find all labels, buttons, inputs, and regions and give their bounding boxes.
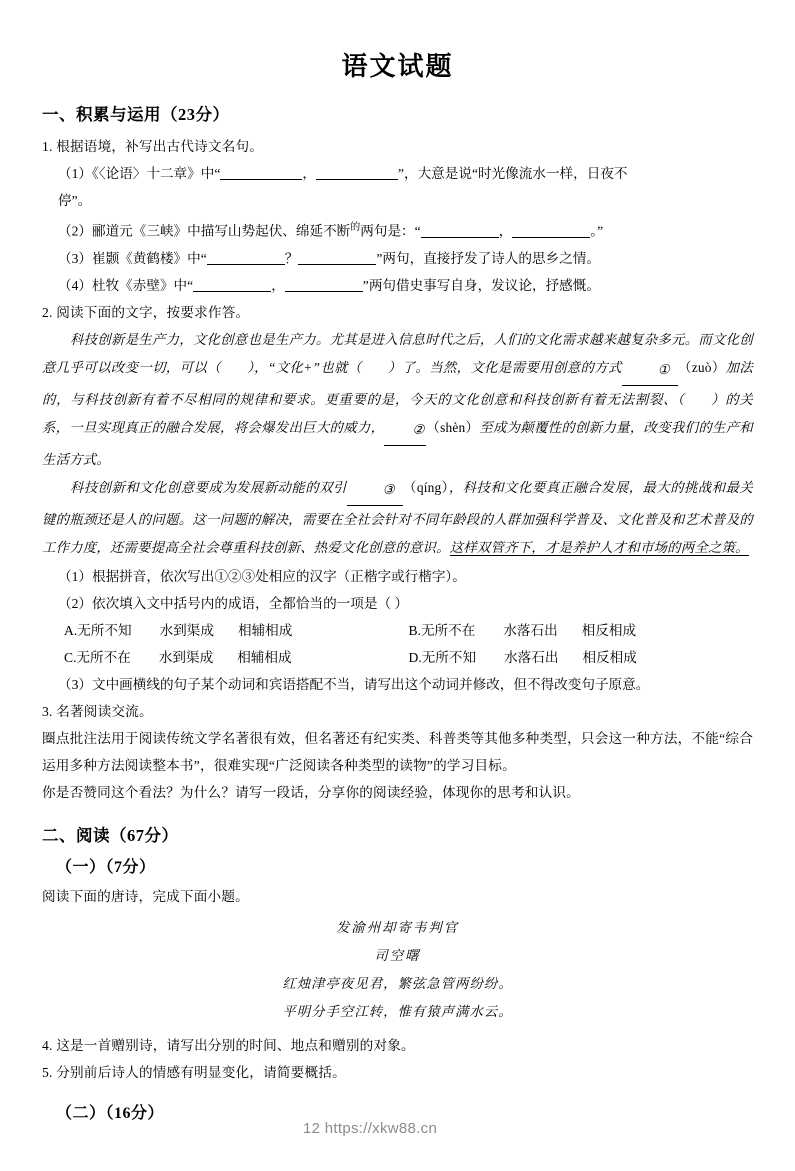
item-text-pre2: 两句是：“	[360, 223, 421, 239]
option-word-1: 无所不知	[421, 649, 477, 665]
passage-text: 加法的，与科技创新有着不尽相同的规律和要求。更重要的是，今天的文化创意和科技创新有着无法割裂、（	[42, 360, 753, 407]
item-text-pre: 郦道元《三峡》中描写山势起伏、绵延不断	[91, 223, 351, 239]
poem-line: 平明分手空江转，惟有猿声满水云。	[282, 1003, 513, 1019]
question-3-stem: 3. 名著阅读交流。	[42, 703, 153, 719]
question-3-body-2: 你是否赞同这个看法？为什么？请写一段话，分享你的阅读经验，体现你的思考和认识。	[42, 784, 580, 800]
item-label: （4）	[58, 277, 92, 293]
option-word-3: 相辅相成	[237, 622, 293, 638]
option-word-3: 相反相成	[582, 649, 637, 665]
answer-blank[interactable]	[421, 223, 499, 238]
passage-text: 科技创新和文化创意要成为发展新动能的双引	[70, 480, 347, 496]
item-text-mid: ，	[271, 277, 285, 293]
item-text-mid: ，	[498, 223, 513, 239]
question-2-stem: 2. 阅读下面的文字，按要求作答。	[42, 304, 250, 320]
question-1-item-2	[42, 214, 753, 245]
option-key: B.	[408, 622, 421, 638]
poem-block	[42, 914, 753, 1026]
passage-text: ，科技和文化要真正融合发展，最大的挑战和最关键的瓶颈还是人的问题。这一问题的解决，需要在全社会针对不同年龄段的人群加强科学普及、文化普及和艺术普及的工作力度，还需要提高全社会尊重科技创新、热爱文化创意的意识。	[42, 480, 753, 556]
page-title: 语文试题	[341, 52, 454, 81]
item-text-post: ”两句，直接抒发了诗人的思乡之情。	[376, 250, 600, 266]
answer-blank[interactable]	[193, 277, 271, 292]
question-5: 5. 分别前后诗人的情感有明显变化，请简要概括。	[42, 1064, 346, 1080]
option-word-1: 无所不在	[76, 649, 131, 665]
section-two-part-two-heading: （二）（16分）	[56, 1104, 165, 1122]
answer-blank[interactable]	[207, 250, 285, 265]
option-word-2: 水落石出	[504, 649, 559, 665]
section-two-instruction: 阅读下面的唐诗，完成下面小题。	[42, 888, 249, 904]
option-D[interactable]	[409, 644, 754, 671]
item-text-pre: 杜牧《赤壁》中“	[91, 277, 194, 293]
pinyin-blank-1[interactable]: ①	[622, 356, 678, 386]
question-1-stem: 1. 根据语境，补写出古代诗文名句。	[42, 139, 264, 154]
exam-page	[0, 46, 795, 1171]
pinyin-blank-2[interactable]: ②	[384, 416, 426, 446]
passage-text: ）的关系，一旦实现真正的融合发展，将会爆发出巨大的威力，	[42, 391, 753, 436]
option-key: D.	[408, 649, 422, 665]
item-text-pre: 《〈论语〉十二章》中“	[91, 166, 221, 181]
poem-title: 发渝州却寄韦判官	[335, 919, 460, 935]
question-2-passage-paragraph-1	[42, 326, 753, 475]
option-A[interactable]	[64, 617, 409, 644]
option-word-3: 相辅相成	[237, 649, 292, 665]
question-2-sub-1: （1）根据拼音，依次写出①②③处相应的汉字（正楷字或行楷字）。	[58, 568, 466, 584]
watermark: 12 https://xkw88.cn	[303, 1120, 438, 1137]
option-word-2: 水到渠成	[159, 622, 214, 638]
answer-blank[interactable]	[285, 277, 363, 292]
question-1-item-4	[42, 272, 753, 299]
item-text-post: ”，大意是说“时光像流水一样，日夜不	[397, 166, 628, 181]
item-text-mid: ？	[284, 250, 299, 266]
question-3-body-1: 圈点批注法用于阅读传统文学名著很有效，但名著还有纪实类、科普类等其他多种类型，只会这一种方法，不能“综合运用多种方法阅读整本书”，很难实现“广泛阅读各种类型的读物”的学习目标。	[42, 730, 753, 773]
section-two-part-one-heading: （一）（7分）	[56, 858, 156, 876]
question-2-passage-paragraph-2	[42, 474, 753, 563]
option-word-1: 无所不在	[420, 622, 476, 638]
question-1-item-1-wrap: 停”。	[58, 193, 92, 208]
pinyin-hint-3: （qíng）	[402, 480, 449, 496]
option-word-2: 水落石出	[503, 622, 558, 638]
item-text-post: ”两句借史事写自身，发议论，抒感慨。	[362, 277, 600, 293]
item-text-mid: ，	[302, 166, 316, 181]
question-2-options	[42, 617, 753, 671]
passage-text: ），“文化+”也就（	[246, 360, 362, 376]
option-word-2: 水到渠成	[158, 649, 214, 665]
passage-text: 至成为颠覆性的创新力量，改变我们的生产和生活方式。	[42, 420, 753, 467]
question-1-item-1	[42, 160, 753, 187]
option-word-3: 相反相成	[581, 622, 637, 638]
passage-text: 科技创新是生产力，文化创意也是生产力。尤其是进入信息时代之后，人们的文化需求越来越复杂多元。而文化创意几乎可以改变一切，可以（	[42, 331, 753, 376]
question-4: 4. 这是一首赠别诗，请写出分别的时间、地点和赠别的对象。	[42, 1037, 415, 1053]
answer-blank[interactable]	[298, 250, 376, 265]
question-2-sub-3: （3）文中画横线的句子某个动词和宾语搭配不当，请写出这个动词并修改，但不得改变句子原意。	[58, 676, 650, 692]
question-1-item-3	[42, 245, 753, 272]
option-key: A.	[64, 622, 78, 638]
item-text-post: 。”	[590, 223, 604, 239]
item-label: （3）	[58, 250, 92, 266]
pinyin-hint-2: （shèn）	[426, 420, 480, 436]
section-two-heading: 二、阅读（67分）	[42, 825, 179, 845]
question-2-sub-2: （2）依次填入文中括号内的成语，全都恰当的一项是（ ）	[58, 595, 409, 611]
answer-blank[interactable]	[512, 223, 590, 238]
option-row-1	[64, 617, 753, 644]
underlined-sentence: 这样双管齐下，才是养护人才和市场的两全之策。	[449, 540, 749, 556]
passage-text: ）了。当然，文化是需要用创意的方式	[387, 360, 622, 376]
pinyin-blank-3[interactable]: ③	[347, 476, 403, 506]
option-row-2	[64, 644, 753, 671]
item-label: （2）	[58, 223, 92, 239]
item-superscript: 的	[350, 222, 361, 233]
poem-line: 红烛津亭夜见君，繁弦急管两纷纷。	[282, 975, 513, 991]
answer-blank[interactable]	[316, 165, 398, 180]
option-B[interactable]	[409, 617, 754, 644]
section-one-heading: 一、积累与运用（23分）	[42, 105, 230, 124]
option-word-1: 无所不知	[77, 622, 132, 638]
item-label: （1）	[58, 166, 92, 181]
answer-blank[interactable]	[220, 165, 302, 180]
option-C[interactable]	[64, 644, 409, 671]
option-key: C.	[64, 649, 77, 665]
pinyin-hint-1: （zuò）	[677, 360, 726, 376]
item-text-pre: 崔颢《黄鹤楼》中“	[91, 250, 207, 266]
poem-author: 司空曙	[374, 947, 421, 963]
